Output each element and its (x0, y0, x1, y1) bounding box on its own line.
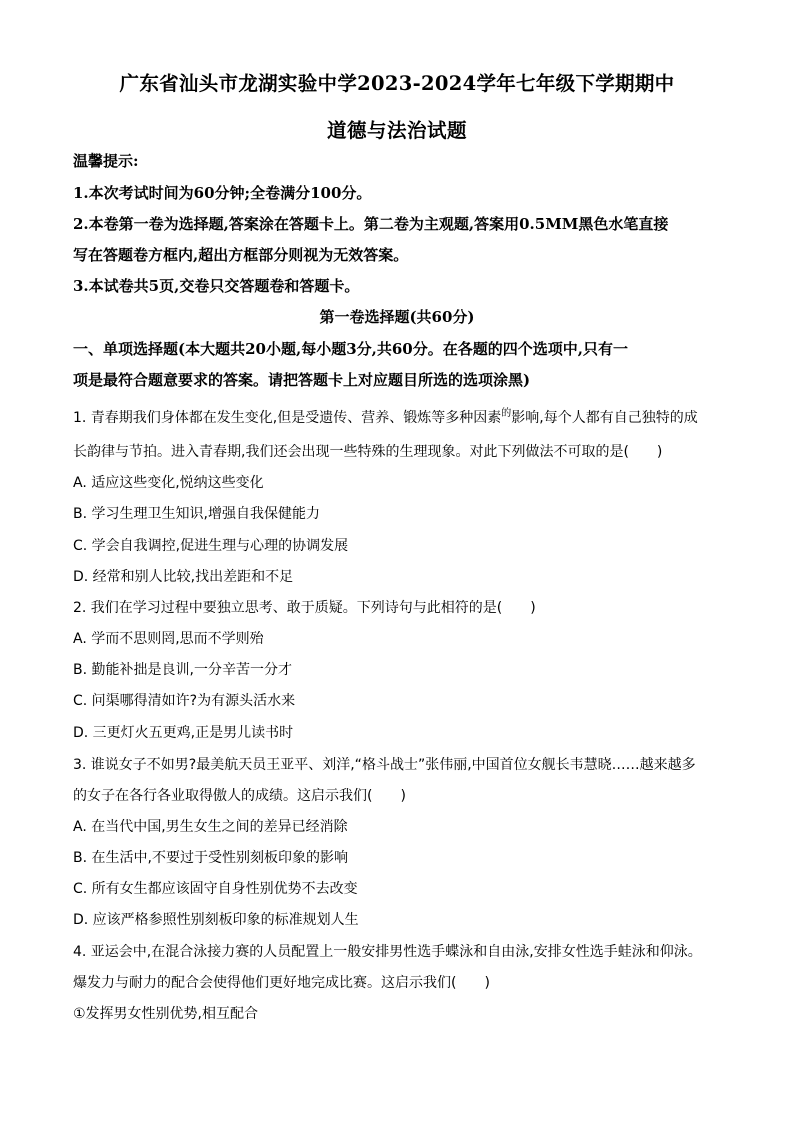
question-3-option-d: D. 应该严格参照性别刻板印象的标准规划人生 (73, 912, 359, 928)
question-2-option-d: D. 三更灯火五更鸡,正是男儿读书时 (73, 725, 294, 741)
notice-item-3: 3.本试卷共5页,交卷只交答题卷和答题卡。 (73, 277, 360, 295)
question-2-stem: 2. 我们在学习过程中要独立思考、敢于质疑。下列诗句与此相符的是( ) (73, 600, 536, 616)
question-3-option-b: B. 在生活中,不要过于受性别刻板印象的影响 (73, 850, 348, 866)
question-2-option-c: C. 问渠哪得清如许?为有源头活水来 (73, 693, 296, 709)
question-4-statement-1: ①发挥男女性别优势,相互配合 (73, 1006, 259, 1022)
question-2-option-a: A. 学而不思则罔,思而不学则殆 (73, 631, 264, 647)
question-4-stem-line2: 爆发力与耐力的配合会使得他们更好地完成比赛。这启示我们( ) (73, 975, 490, 991)
question-1-stem-line2: 长韵律与节拍。进入青春期,我们还会出现一些特殊的生理现象。对此下列做法不可取的是( ) (73, 444, 663, 460)
question-1-stem-superscript: 的 (501, 408, 512, 419)
question-1-stem-line1-a: 1. 青春期我们身体都在发生变化,但是受遗传、营养、锻炼等多种因素 (73, 410, 502, 426)
section-instruction-line1: 一、单项选择题(本大题共20小题,每小题3分,共60分。在各题的四个选项中,只有一 (73, 340, 628, 358)
question-3-option-c: C. 所有女生都应该固守自身性别优势不去改变 (73, 881, 358, 897)
notice-heading: 温馨提示: (73, 152, 139, 170)
notice-item-1: 1.本次考试时间为60分钟;全卷满分100分。 (73, 184, 372, 202)
section-title: 第一卷选择题(共60分) (319, 308, 475, 326)
question-2-option-b: B. 勤能补拙是良训,一分辛苦一分才 (73, 662, 292, 678)
exam-title-line1: 广东省汕头市龙湖实验中学2023-2024学年七年级下学期期中 (119, 72, 675, 95)
question-1-stem-line1 (73, 407, 698, 427)
notice-item-2-line2: 写在答题卷方框内,超出方框部分则视为无效答案。 (73, 246, 409, 264)
question-3-option-a: A. 在当代中国,男生女生之间的差异已经消除 (73, 819, 348, 835)
question-4-stem-line1: 4. 亚运会中,在混合泳接力赛的人员配置上一般安排男性选手蝶泳和自由泳,安排女性选手蛙泳和仰泳。 (73, 944, 702, 960)
question-1-option-d: D. 经常和别人比较,找出差距和不足 (73, 569, 294, 585)
notice-item-2-line1: 2.本卷第一卷为选择题,答案涂在答题卡上。第二卷为主观题,答案用0.5MM黑色水笔直接 (73, 215, 669, 233)
section-instruction-line2: 项是最符合题意要求的答案。请把答题卡上对应题目所选的选项涂黑) (73, 371, 531, 389)
question-1-option-a: A. 适应这些变化,悦纳这些变化 (73, 475, 264, 491)
question-1-option-c: C. 学会自我调控,促进生理与心理的协调发展 (73, 538, 349, 554)
question-3-stem-line1: 3. 谁说女子不如男?最美航天员王亚平、刘洋,“格斗战士”张伟丽,中国首位女舰长韦慧晓……越来越多 (73, 757, 696, 773)
question-3-stem-line2: 的女子在各行各业取得傲人的成绩。这启示我们( ) (73, 788, 406, 804)
question-1-option-b: B. 学习生理卫生知识,增强自我保健能力 (73, 506, 320, 522)
exam-title-line2: 道德与法治试题 (326, 119, 467, 142)
question-1-stem-line1-b: 影响,每个人都有自己独特的成 (511, 410, 698, 426)
